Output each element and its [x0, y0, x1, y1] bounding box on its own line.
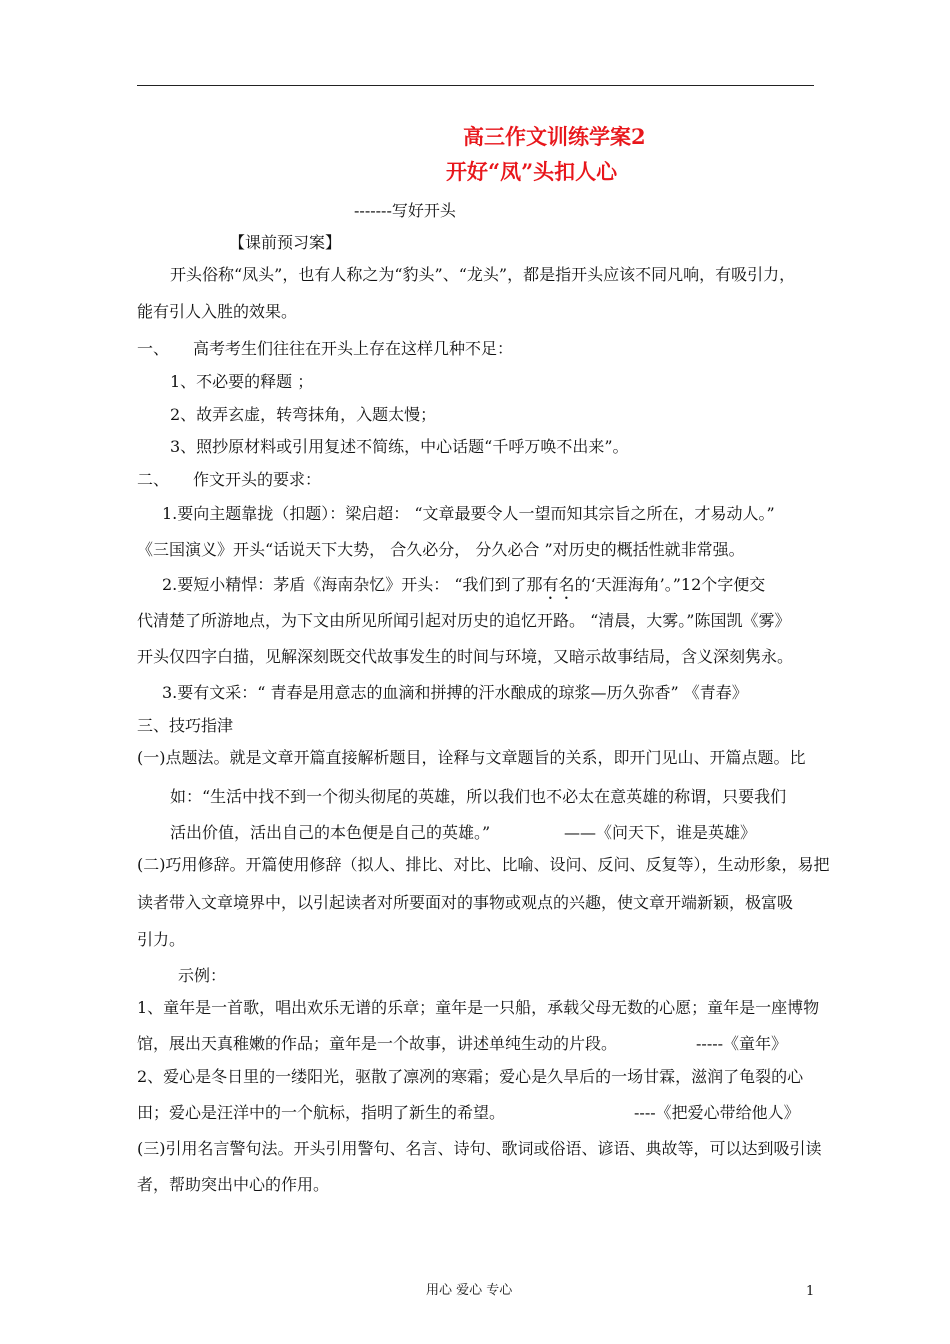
- example-2-source: ----《把爱心带给他人》: [634, 1103, 800, 1122]
- part-one-heading: 高考考生们往往在开头上存在这样几种不足：: [193, 339, 514, 358]
- example-2-line-1: 2、爱心是冬日里的一缕阳光，驱散了凛冽的寒霜；爱心是久旱后的一场甘霖，滋润了龟裂的心: [137, 1067, 804, 1086]
- method-1-line-1: (一)点题法。就是文章开篇直接解析题目，诠释与文章题旨的关系，即开门见山、开篇点题。比: [137, 748, 806, 767]
- intro-line-1: 开头俗称“凤头”，也有人称之为“豹头”、“龙头”，都是指开头应该不同凡响，有吸引力，: [170, 265, 796, 284]
- header-rule: [137, 85, 814, 86]
- list-item: 3、照抄原材料或引用复述不简练，中心话题“千呼万唤不出来”。: [170, 437, 629, 456]
- document-subtitle: 开好“凤”头扣人心: [446, 159, 618, 184]
- example-label: 示例：: [178, 966, 227, 985]
- example-1-source: -----《童年》: [696, 1034, 788, 1053]
- part-three-heading: 三、技巧指津: [137, 716, 234, 735]
- emphasis-dotted-text: 有名: [542, 575, 575, 594]
- part-two-number: 二、: [137, 470, 170, 489]
- method-2-line-1: (二)巧用修辞。开篇使用修辞（拟人、排比、对比、比喻、设问、反问、反复等），生动形象，易把: [137, 855, 830, 874]
- method-1-line-3: 活出价值，活出自己的本色便是自己的英雄。”: [170, 823, 491, 842]
- requirement-2-text-a: 2.要短小精悍：茅盾《海南杂忆》开头： “我们到了那: [162, 575, 543, 594]
- example-1-line-2: 馆，展出天真稚嫩的作品；童年是一个故事，讲述单纯生动的片段。: [137, 1034, 618, 1053]
- list-item: 2、故弄玄虚，转弯抹角，入题太慢；: [170, 405, 437, 424]
- page-number: 1: [806, 1284, 815, 1299]
- method-3-line-1: (三)引用名言警句法。开头引用警句、名言、诗句、歌词或俗语、谚语、典故等，可以达到吸引读: [137, 1139, 822, 1158]
- requirement-1-line-1: 1.要向主题靠拢（扣题）：梁启超： “文章最要令人一望而知其宗旨之所在，才易动人。”: [162, 504, 775, 523]
- requirement-3: 3.要有文采：“ 青春是用意志的血滴和拼搏的汗水酿成的琼浆—历久弥香” 《青春》: [162, 683, 748, 702]
- method-2-line-2: 读者带入文章境界中，以引起读者对所要面对的事物或观点的兴趣，使文章开端新颖，极富吸: [137, 893, 794, 912]
- intro-line-2: 能有引人入胜的效果。: [137, 302, 298, 321]
- part-two-heading: 作文开头的要求：: [193, 470, 322, 489]
- requirement-2-line-1: [162, 575, 765, 603]
- requirement-1-line-2: 《三国演义》开头“话说天下大势， 合久必分， 分久必合 ”对历史的概括性就非常强。: [137, 540, 745, 559]
- part-one-number: 一、: [137, 339, 170, 358]
- list-item: 1、不必要的释题 ；: [170, 372, 314, 391]
- requirement-2-text-b: 的‘天涯海角’。”12个字便交: [574, 575, 766, 594]
- footer-slogan: 用心 爱心 专心: [426, 1283, 513, 1298]
- example-2-line-2: 田；爱心是汪洋中的一个航标，指明了新生的希望。: [137, 1103, 506, 1122]
- method-3-line-2: 者，帮助突出中心的作用。: [137, 1175, 330, 1194]
- example-1-line-1: 1、童年是一首歌，唱出欢乐无谱的乐章；童年是一只船，承载父母无数的心愿；童年是一座博物: [137, 998, 820, 1017]
- method-1-source: ——《问天下，谁是英雄》: [564, 823, 757, 842]
- tagline: -------写好开头: [354, 201, 456, 220]
- requirement-2-line-2: 代清楚了所游地点，为下文由所见所闻引起对历史的追忆开路。 “清晨，大雾。”陈国凯《雾》: [137, 611, 791, 630]
- requirement-2-line-3: 开头仅四字白描，见解深刻既交代故事发生的时间与环境，又暗示故事结局，含义深刻隽永。: [137, 647, 794, 666]
- method-1-line-2: 如：“生活中找不到一个彻头彻尾的英雄，所以我们也不必太在意英雄的称谓，只要我们: [170, 787, 787, 806]
- document-title: 高三作文训练学案2: [463, 124, 646, 149]
- section-heading: 【课前预习案】: [229, 233, 342, 252]
- method-2-line-3: 引力。: [137, 930, 186, 949]
